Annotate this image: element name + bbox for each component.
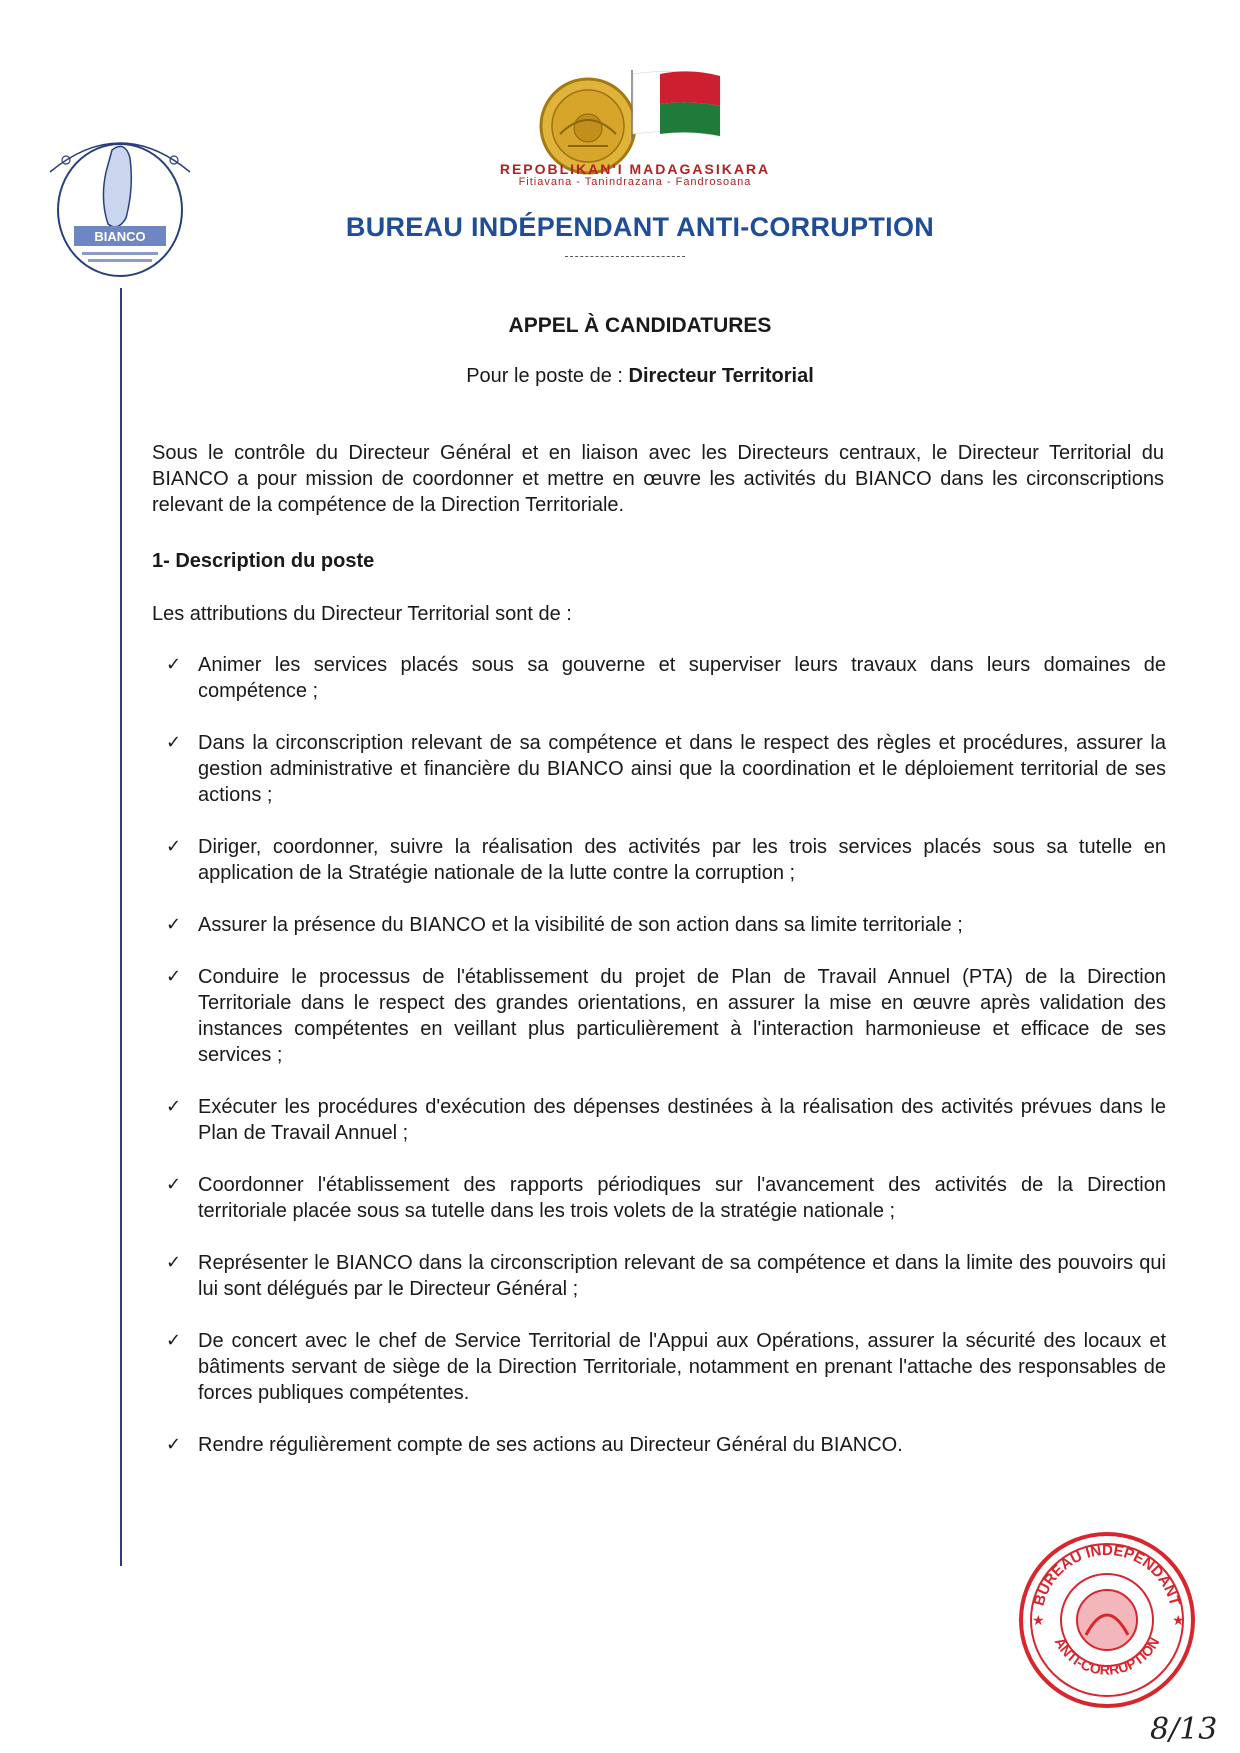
checkmark-icon: ✓ [166,654,182,675]
list-item-text: Dans la circonscription relevant de sa compétence et dans le respect des règles et procédures, assurer la gestion administrative et financière du BIANCO ainsi que la coordination et le déploiement territorial de ses actions ; [198,732,1166,806]
list-item [166,912,1166,938]
list-item [166,1328,1166,1406]
stamp-top-text: BUREAU INDEPENDANT [1030,1541,1184,1608]
bianco-logo-text: BIANCO [94,229,146,244]
list-item [166,1094,1166,1146]
document-title: APPEL À CANDIDATURES [508,314,772,337]
list-item [166,834,1166,886]
list-item-text: Exécuter les procédures d'exécution des dépenses destinées à la réalisation des activités prévues dans le Plan de Travail Annuel ; [198,1096,1166,1144]
list-item-text: Diriger, coordonner, suivre la réalisation des activités par les trois services placés sous sa tutelle en application de la Stratégie nationale de la lutte contre la corruption ; [198,836,1166,884]
national-emblem [530,40,720,160]
svg-text:★: ★ [1172,1613,1185,1629]
organization-title: BUREAU INDÉPENDANT ANTI-CORRUPTION [345,212,935,242]
intro-paragraph: Sous le contrôle du Directeur Général et en liaison avec les Directeurs centraux, le Directeur Territorial du BIANCO a pour mission de coordonner et mettre en œuvre les activités du BIANCO dans les circonscriptions relevant de la compétence de la Direction Territoriale. [152,442,1164,516]
left-vertical-rule [120,288,122,1566]
title-divider [565,256,685,257]
checkmark-icon: ✓ [166,1252,182,1273]
list-item [166,652,1166,704]
post-name: Directeur Territorial [628,365,814,387]
page-number: 8/13 [1150,1712,1218,1747]
checkmark-icon: ✓ [166,966,182,987]
checkmark-icon: ✓ [166,732,182,753]
checkmark-icon: ✓ [166,1174,182,1195]
list-item-text: De concert avec le chef de Service Territorial de l'Appui aux Opérations, assurer la sécurité des locaux et bâtiments servant de siège de la Direction Territoriale, notamment en prenant l'attache des responsables de forces publiques compétentes. [198,1330,1166,1404]
checkmark-icon: ✓ [166,914,182,935]
checkmark-icon: ✓ [166,1096,182,1117]
republic-name: REPOBLIKAN'I MADAGASIKARA [499,161,771,177]
section-title: 1- Description du poste [152,550,375,572]
checkmark-icon: ✓ [166,836,182,857]
flag-icon [630,70,722,140]
section-intro: Les attributions du Directeur Territorial sont de : [152,603,572,625]
post-line [300,365,980,388]
republic-motto: Fitiavana - Tanindrazana - Fandrosoana [518,176,752,188]
list-item-text: Rendre régulièrement compte de ses actions au Directeur Général du BIANCO. [198,1434,903,1456]
list-item-text: Assurer la présence du BIANCO et la visibilité de son action dans sa limite territoriale ; [198,914,963,936]
checkmark-icon: ✓ [166,1434,182,1455]
list-item [166,964,1166,1068]
list-item [166,1432,1166,1458]
list-item-text: Conduire le processus de l'établissement du projet de Plan de Travail Annuel (PTA) de la Direction Territoriale dans le respect des grandes orientations, en assurer la mise en œuvre après validation des instances compétentes en veillant plus particulièrement à l'interaction harmonieuse et efficace de ses services ; [198,966,1166,1066]
republic-header [455,161,815,188]
list-item [166,1250,1166,1302]
stamp-bottom-text: ANTI-CORRUPTION [1051,1634,1163,1678]
checkmark-icon: ✓ [166,1330,182,1351]
list-item-text: Représenter le BIANCO dans la circonscription relevant de sa compétence et dans la limite des pouvoirs qui lui sont délégués par le Directeur Général ; [198,1252,1166,1300]
list-item-text: Coordonner l'établissement des rapports périodiques sur l'avancement des activités de la Direction territoriale placée sous sa tutelle dans les trois volets de la stratégie nationale ; [198,1174,1166,1222]
list-item [166,730,1166,808]
post-prefix: Pour le poste de : [466,365,629,387]
svg-text:★: ★ [1032,1613,1045,1629]
list-item [166,1172,1166,1224]
official-stamp [1012,1525,1202,1715]
duties-list [166,652,1166,1484]
list-item-text: Animer les services placés sous sa gouverne et superviser leurs travaux dans leurs domaines de compétence ; [198,654,1166,702]
bianco-logo [30,128,210,288]
